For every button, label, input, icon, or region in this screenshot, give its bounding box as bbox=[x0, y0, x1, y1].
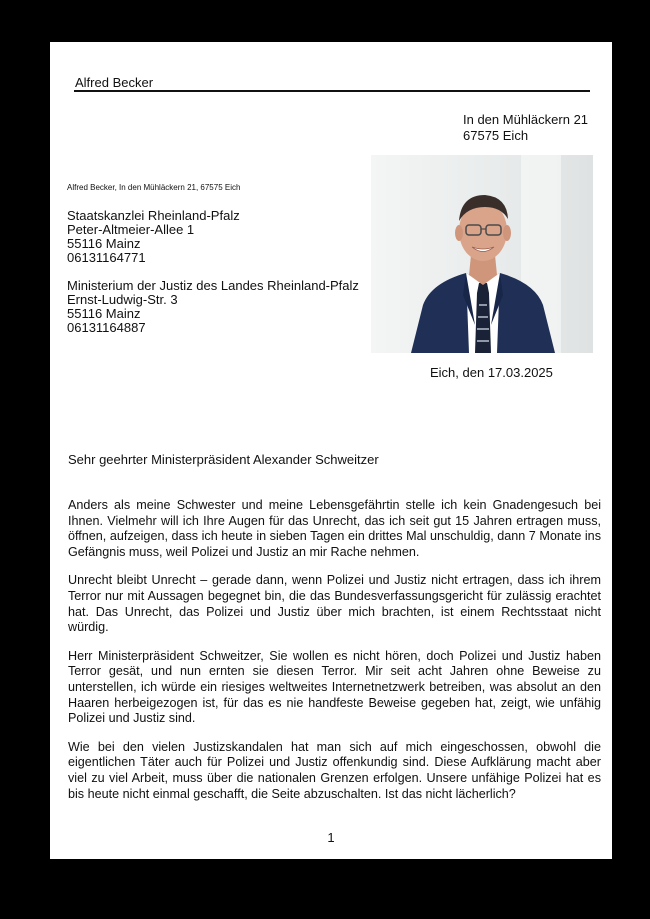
recipient-line: Ernst-Ludwig-Str. 3 bbox=[67, 292, 178, 307]
recipient-line: 06131164771 bbox=[67, 250, 146, 265]
recipient-line: 55116 Mainz bbox=[67, 306, 141, 321]
page-number: 1 bbox=[327, 830, 335, 845]
body-paragraph: Herr Ministerpräsident Schweitzer, Sie wollen es nicht hören, doch Polizei und Justiz haben Terror gesät, und nun ernten sie diesen Terror. Mir seit acht Jahren ohne Beweise zu unterstellen, ich würde ein riesiges weltweites Internetnetzwerk betreiben, was absolut an den Haaren herbeigezogen ist, für das es nie handfeste Beweise gegeben hat, zeigt, wie unfähig Polizei und Justiz sind. bbox=[68, 648, 601, 726]
recipient-line: Ministerium der Justiz des Landes Rheinland-Pfalz bbox=[67, 278, 359, 293]
recipient-block bbox=[67, 209, 359, 335]
sender-city: 67575 Eich bbox=[463, 128, 529, 143]
portrait-photo bbox=[371, 155, 593, 353]
header-rule bbox=[74, 90, 590, 92]
letter-page bbox=[50, 42, 612, 859]
sender-street: In den Mühläckern 21 bbox=[463, 112, 589, 127]
header-sender-name: Alfred Becker bbox=[75, 75, 154, 90]
letter-body bbox=[68, 498, 601, 815]
recipient-line: Staatskanzlei Rheinland-Pfalz bbox=[67, 208, 240, 223]
sender-address bbox=[463, 112, 588, 144]
letter-date: Eich, den 17.03.2025 bbox=[430, 365, 553, 380]
recipient-line: 55116 Mainz bbox=[67, 236, 141, 251]
recipient-line: 06131164887 bbox=[67, 320, 146, 335]
recipient-spacer bbox=[67, 265, 359, 279]
body-paragraph: Wie bei den vielen Justizskandalen hat man sich auf mich eingeschossen, obwohl die eigentlichen Täter auch für Polizei und Justiz offenkundig sind. Diese Aufklärung macht aber viel zu viel Arbeit, muss über die nationalen Grenzen erfolgen. Unsere unfähige Polizei hat es bis heute nicht einmal geschafft, die Seite abzuschalten. Ist das nicht lächerlich? bbox=[68, 739, 601, 801]
recipient-justizministerium bbox=[67, 279, 359, 335]
return-address-line: Alfred Becker, In den Mühläckern 21, 67575 Eich bbox=[67, 183, 241, 192]
body-paragraph: Unrecht bleibt Unrecht – gerade dann, wenn Polizei und Justiz nicht ertragen, dass ich ihrem Terror nur mit Aussagen begegnet bin, die das Bundesverfassungsgericht für zulässig erachtet hat. Das Unrecht, das Polizei und Justiz über mich brachten, ist einem Rechtsstaat nicht würdig. bbox=[68, 573, 601, 635]
recipient-staatskanzlei bbox=[67, 209, 359, 265]
body-paragraph: Anders als meine Schwester und meine Lebensgefährtin stelle ich kein Gnadengesuch bei Ihnen. Vielmehr will ich Ihre Augen für das Unrecht, das ich seit gut 15 Jahren ertragen muss, öffnen, aufzeigen, dass ich heute in sieben Tagen ein drittes Mal unschuldig, dann 7 Monate ins Gefängnis muss, weil Polizei und Justiz an mir Rache nehmen. bbox=[68, 498, 601, 559]
salutation: Sehr geehrter Ministerpräsident Alexander Schweitzer bbox=[68, 452, 379, 467]
recipient-line: Peter-Altmeier-Allee 1 bbox=[67, 222, 195, 237]
